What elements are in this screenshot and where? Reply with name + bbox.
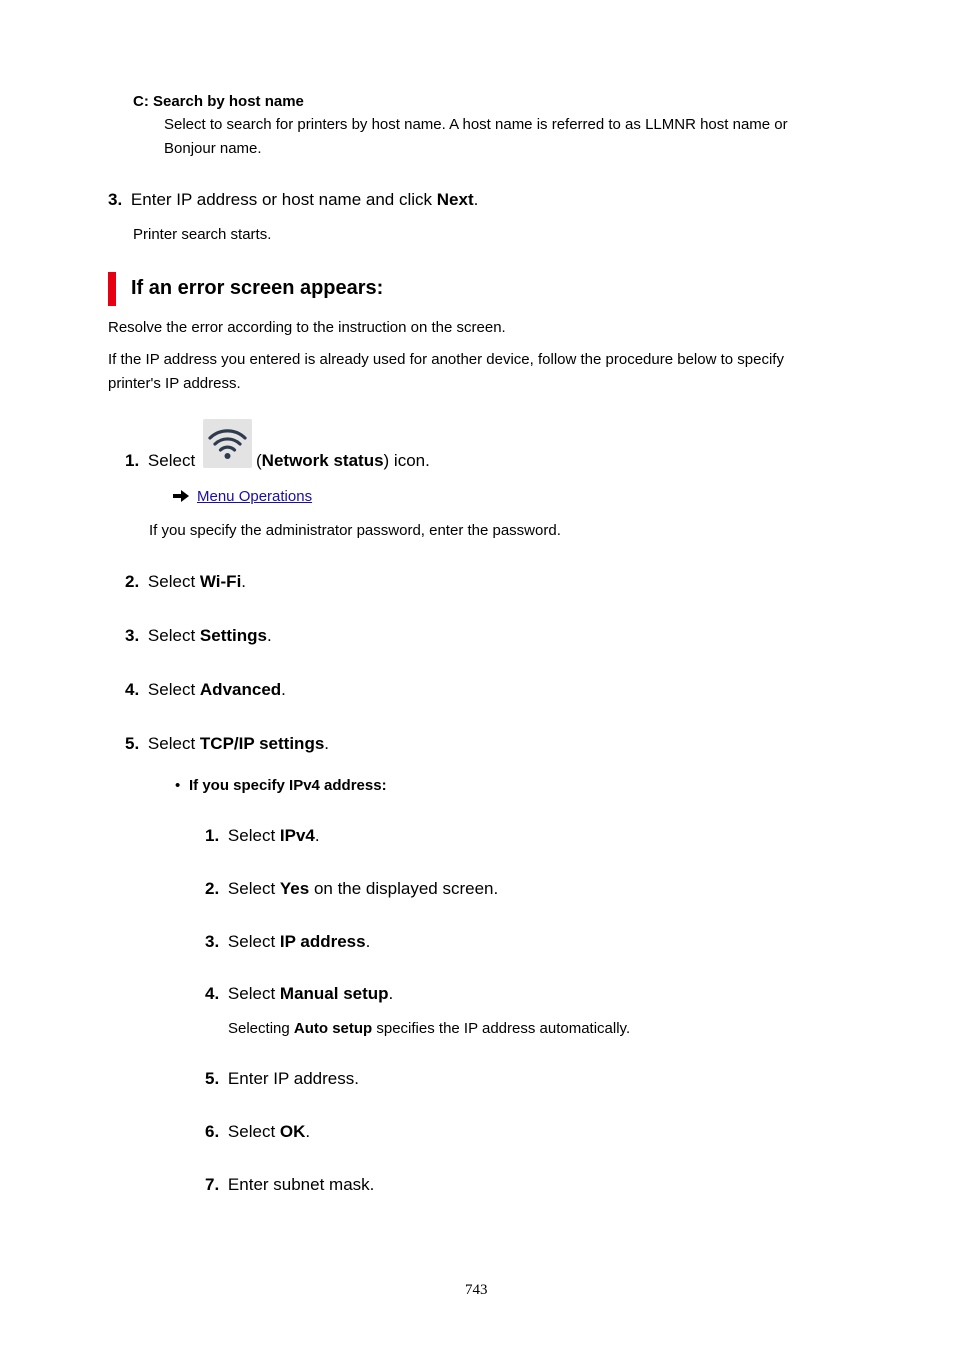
step-2: 2. Select Wi-Fi. — [125, 572, 247, 591]
step-1: 1. Select — [125, 451, 196, 470]
ipv4-step-3: 3. Select IP address. — [205, 932, 371, 951]
section-para-1: Resolve the error according to the instruction on the screen. — [108, 319, 506, 336]
step-3-note: Printer search starts. — [133, 226, 272, 243]
option-c-desc-line2: Bonjour name. — [164, 140, 262, 157]
ipv4-step-6: 6. Select OK. — [205, 1122, 311, 1141]
section-accent-bar — [108, 272, 116, 306]
menu-operations-link[interactable]: Menu Operations — [197, 488, 313, 505]
right-arrow-icon — [172, 489, 190, 503]
step-4: 4. Select Advanced. — [125, 680, 286, 699]
ipv4-step-4: 4. Select Manual setup. — [205, 984, 394, 1003]
auto-setup-note: Selecting Auto setup specifies the IP address automatically. — [228, 1020, 631, 1037]
section-para-2-line2: printer's IP address. — [108, 375, 241, 392]
section-heading: If an error screen appears: — [131, 277, 384, 299]
option-c-desc-line1: Select to search for printers by host name. A host name is referred to as LLMNR host name or — [164, 116, 788, 133]
step-1-tail: (Network status) icon. — [256, 451, 430, 470]
ipv4-step-2: 2. Select Yes on the displayed screen. — [205, 879, 499, 898]
step-5: 5. Select TCP/IP settings. — [125, 734, 330, 753]
ipv4-bullet: • — [175, 777, 181, 794]
option-c-title: C: Search by host name — [133, 93, 304, 110]
wifi-icon — [203, 419, 252, 468]
ipv4-step-1: 1. Select IPv4. — [205, 826, 320, 845]
ipv4-step-5: 5. Enter IP address. — [205, 1069, 359, 1088]
ipv4-heading: If you specify IPv4 address: — [189, 777, 387, 794]
step-3: 3. Enter IP address or host name and click Next. — [108, 190, 479, 209]
step-number: 3. — [108, 190, 123, 209]
ipv4-step-7: 7. Enter subnet mask. — [205, 1175, 375, 1194]
section-para-2-line1: If the IP address you entered is already used for another device, follow the procedure below to specify — [108, 351, 784, 368]
step-text: Enter IP address or host name and click — [130, 190, 437, 209]
admin-password-note: If you specify the administrator password, enter the password. — [149, 522, 561, 539]
page-number: 743 — [465, 1282, 488, 1298]
step-3-settings: 3. Select Settings. — [125, 626, 272, 645]
step-bold: Next — [436, 190, 474, 209]
